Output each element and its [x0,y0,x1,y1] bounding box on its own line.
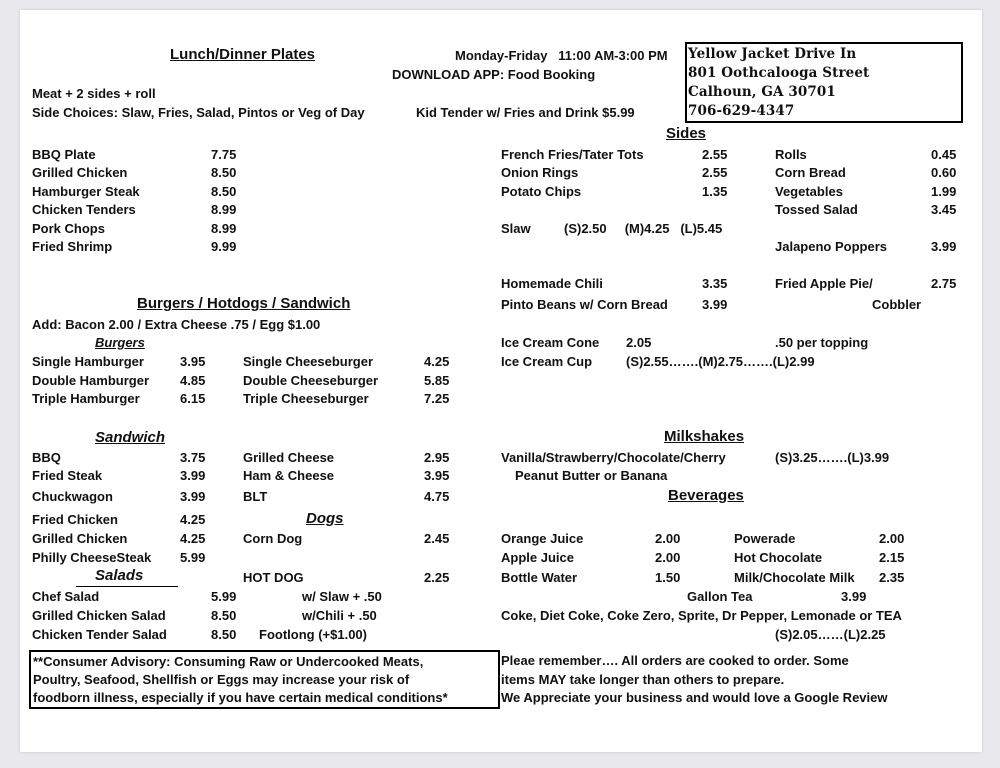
side-price: 2.75 [931,276,957,291]
beverages-heading: Beverages [668,487,744,504]
milkshake-more: Peanut Butter or Banana [515,468,668,483]
plates-heading: Lunch/Dinner Plates [170,46,316,63]
sandwich-item: Fried Chicken [32,512,118,527]
beverage-price: 1.50 [655,570,681,585]
advisory-box [29,650,500,709]
side-price: 0.45 [931,147,957,162]
addons-text: Add: Bacon 2.00 / Extra Cheese .75 / Egg $1.00 [32,317,321,332]
beverage-item: Apple Juice [501,550,574,565]
side-item: Onion Rings [501,165,579,180]
sandwich-item: Grilled Cheese [243,450,335,465]
footer-note-line: items MAY take longer than others to prepare. [501,672,785,687]
burger-price: 4.85 [180,373,206,388]
plate-item: Fried Shrimp [32,239,113,254]
side-item: French Fries/Tater Tots [501,147,644,162]
beverage-price: 2.00 [879,531,905,546]
plate-price: 8.50 [211,184,237,199]
beverage-item: Bottle Water [501,570,578,585]
business-phone: 706-629-4347 [688,103,795,119]
ice-cream-item: Ice Cream Cup [501,354,593,369]
burger-price: 5.85 [424,373,450,388]
sandwich-price: 4.25 [180,512,206,527]
sandwich-price: 3.99 [180,468,206,483]
burger-item: Double Cheeseburger [243,373,379,388]
dog-addon: w/Chili + .50 [302,608,377,623]
sandwich-item: BLT [243,489,268,504]
burger-item: Single Cheeseburger [243,354,374,369]
dog-addon: w/ Slaw + .50 [302,589,382,604]
topping-note: .50 per topping [775,335,869,350]
sandwich-price: 4.25 [180,531,206,546]
plate-item: Pork Chops [32,221,105,236]
business-street: 801 Oothcalooga Street [688,65,870,81]
dog-item: Corn Dog [243,531,303,546]
side-price: 1.35 [702,184,728,199]
ice-cream-sizes: (S)2.55…….(M)2.75…….(L)2.99 [626,354,815,369]
side-item: Tossed Salad [775,202,858,217]
dog-addon: Footlong (+$1.00) [259,627,367,642]
plate-price: 9.99 [211,239,237,254]
sandwich-price: 3.99 [180,489,206,504]
sandwich-item: Ham & Cheese [243,468,335,483]
salads-underline [76,586,178,587]
beverage-item: Hot Chocolate [734,550,823,565]
side-item: Fried Apple Pie/ [775,276,873,291]
salad-price: 8.50 [211,608,237,623]
salad-item: Chicken Tender Salad [32,627,167,642]
advisory-line: foodborn illness, especially if you have certain medical conditions* [33,690,448,705]
plate-item: Hamburger Steak [32,184,140,199]
burger-price: 7.25 [424,391,450,406]
footer-note-line: Pleae remember…. All orders are cooked to order. Some [501,653,849,668]
app-text: DOWNLOAD APP: Food Booking [392,67,596,82]
plate-item: BBQ Plate [32,147,96,162]
business-info-box [685,42,963,123]
salad-price: 5.99 [211,589,237,604]
beverage-item: Gallon Tea [687,589,753,604]
side-price: 2.55 [702,147,728,162]
milkshakes-heading: Milkshakes [664,428,745,445]
sandwich-heading: Sandwich [95,429,166,446]
burger-item: Double Hamburger [32,373,150,388]
sandwich-price: 5.99 [180,550,206,565]
burger-item: Triple Hamburger [32,391,140,406]
beverage-price: 2.00 [655,550,681,565]
plate-price: 7.75 [211,147,237,162]
sandwich-item: Philly CheeseSteak [32,550,152,565]
side-item-extra: Cobbler [872,297,922,312]
plate-price: 8.99 [211,202,237,217]
sandwich-item: Chuckwagon [32,489,113,504]
menu-page [20,10,982,752]
dogs-heading: Dogs [306,510,344,527]
burger-price: 4.25 [424,354,450,369]
salad-price: 8.50 [211,627,237,642]
burgers-subheading: Burgers [95,335,145,350]
beverage-price: 2.00 [655,531,681,546]
side-choices-text: Side Choices: Slaw, Fries, Salad, Pintos or Veg of Day [32,105,365,120]
sandwich-price: 3.95 [424,468,450,483]
side-price: 3.99 [702,297,728,312]
side-item: Rolls [775,147,807,162]
beverage-price: 3.99 [841,589,867,604]
advisory-line: Poultry, Seafood, Shellfish or Eggs may increase your risk of [33,672,410,687]
plate-price: 8.99 [211,221,237,236]
dog-price: 2.25 [424,570,450,585]
plate-price: 8.50 [211,165,237,180]
business-city: Calhoun, GA 30701 [688,84,836,100]
side-item: Jalapeno Poppers [775,239,887,254]
side-item: Potato Chips [501,184,582,199]
side-item: Vegetables [775,184,843,199]
sides-heading: Sides [666,125,707,142]
burger-item: Triple Cheeseburger [243,391,369,406]
side-price: 3.99 [931,239,957,254]
dog-price: 2.45 [424,531,450,546]
beverage-item: Milk/Chocolate Milk [734,570,855,585]
kid-tender-text: Kid Tender w/ Fries and Drink $5.99 [416,105,635,120]
burger-price: 3.95 [180,354,206,369]
advisory-line: **Consumer Advisory: Consuming Raw or Undercooked Meats, [33,654,424,669]
milkshake-prices: (S)3.25…….(L)3.99 [775,450,890,465]
side-price: 3.35 [702,276,728,291]
side-item: Slaw [501,221,531,236]
beverage-item: Powerade [734,531,796,546]
plate-item: Chicken Tenders [32,202,136,217]
milkshake-flavors: Vanilla/Strawberry/Chocolate/Cherry [501,450,726,465]
sandwich-item: Fried Steak [32,468,103,483]
burgers-heading: Burgers / Hotdogs / Sandwich [137,295,351,312]
business-name: Yellow Jacket Drive In [688,46,857,62]
sandwich-item: Grilled Chicken [32,531,128,546]
side-price: 3.45 [931,202,957,217]
plate-item: Grilled Chicken [32,165,128,180]
beverage-price: 2.35 [879,570,905,585]
dog-item: HOT DOG [243,570,304,585]
side-price: 2.55 [702,165,728,180]
soda-prices: (S)2.05……(L)2.25 [775,627,886,642]
beverage-price: 2.15 [879,550,905,565]
salad-item: Chef Salad [32,589,100,604]
side-item: Pinto Beans w/ Corn Bread [501,297,668,312]
side-price: 0.60 [931,165,957,180]
salad-item: Grilled Chicken Salad [32,608,166,623]
footer-note-line: We Appreciate your business and would love a Google Review [501,690,888,705]
ice-cream-price: 2.05 [626,335,652,350]
side-item: Corn Bread [775,165,846,180]
hours-text: Monday-Friday 11:00 AM-3:00 PM [455,48,668,63]
sandwich-price: 2.95 [424,450,450,465]
sandwich-price: 4.75 [424,489,450,504]
soda-list: Coke, Diet Coke, Coke Zero, Sprite, Dr Pepper, Lemonade or TEA [501,608,902,623]
burger-price: 6.15 [180,391,206,406]
meat-sides-text: Meat + 2 sides + roll [32,86,156,101]
sandwich-price: 3.75 [180,450,206,465]
slaw-sizes: (S)2.50 (M)4.25 (L)5.45 [564,221,723,236]
sandwich-item: BBQ [32,450,61,465]
beverage-item: Orange Juice [501,531,584,546]
salads-heading: Salads [95,567,144,584]
burger-item: Single Hamburger [32,354,144,369]
ice-cream-item: Ice Cream Cone [501,335,600,350]
side-item: Homemade Chili [501,276,603,291]
side-price: 1.99 [931,184,957,199]
